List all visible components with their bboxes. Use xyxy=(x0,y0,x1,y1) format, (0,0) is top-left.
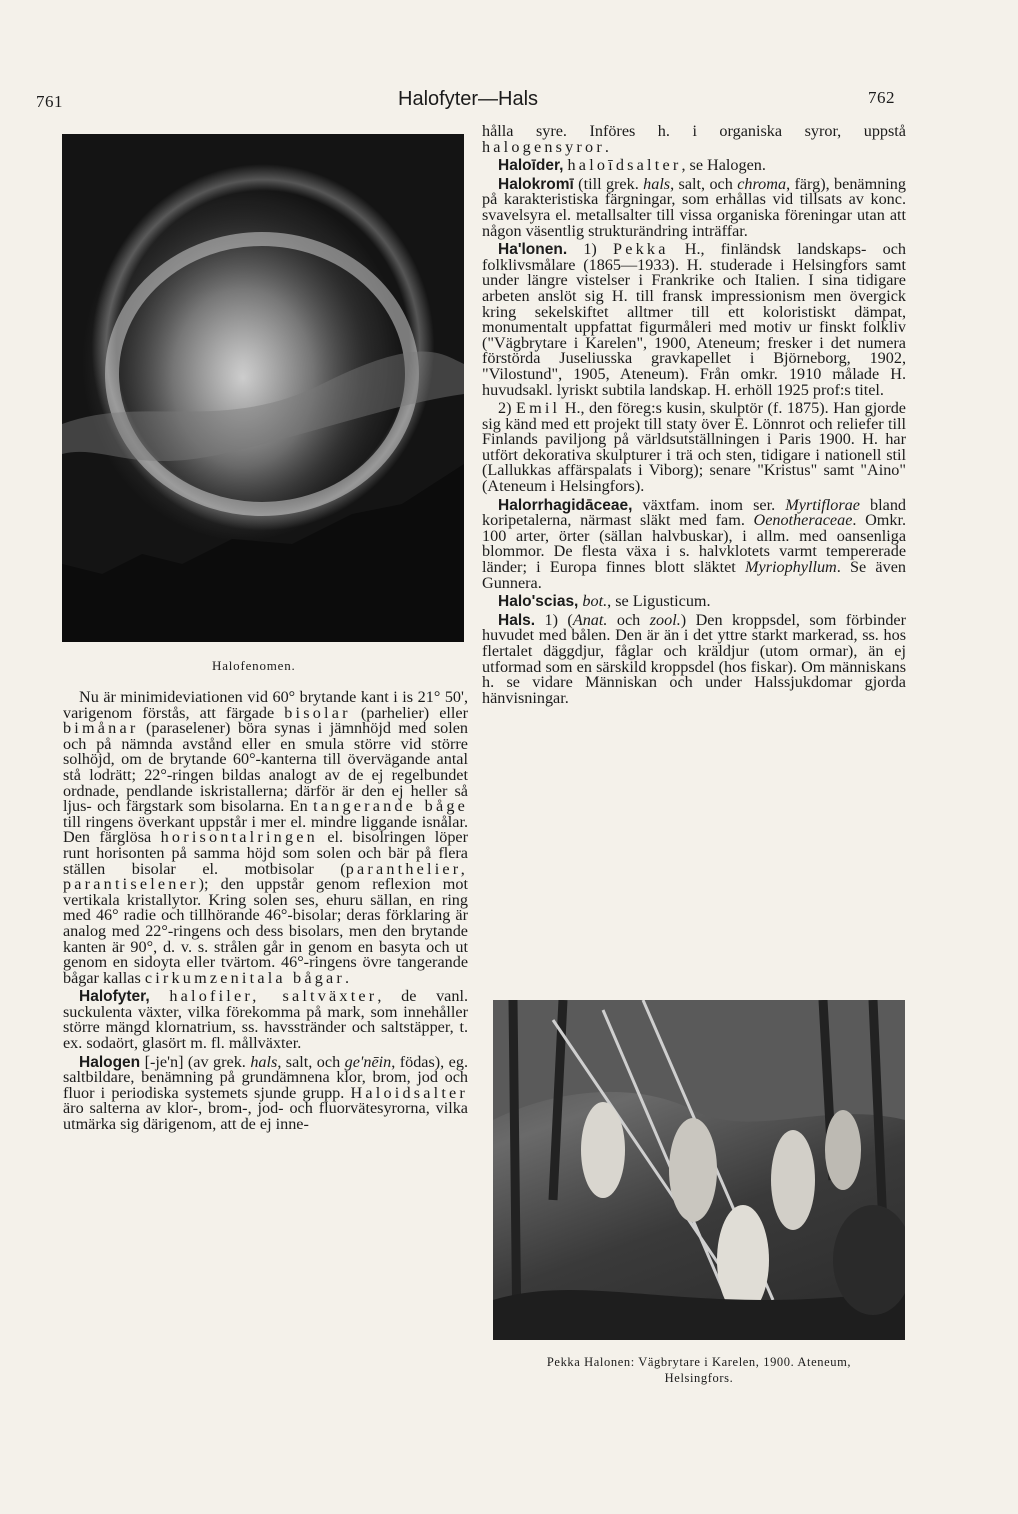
halo-phenomenon-photo xyxy=(62,134,464,642)
text-run: och xyxy=(607,610,650,629)
text-run: ) Den kroppsdel, som förbinder huvudet med bålen. Den är än i det yttre starkt markerad, ss. hos flertalet däggdjur, fåglar och kräldjur (utom ormar), än ej utformad som en särskild kroppsdel (hos fiskar). Om människans h. se vidare Människan och under Halssjukdomar gjorda hänvisningar. xyxy=(482,610,906,707)
halogen-continuation xyxy=(482,124,906,155)
page-number-right: 762 xyxy=(868,88,895,107)
italic-oenotheraceae: Oenotheraceae xyxy=(753,511,853,530)
text-run: , se Halogen. xyxy=(681,156,766,175)
text-run: 2) xyxy=(498,399,516,418)
halo-photo-art xyxy=(62,134,464,642)
text-run: H., den föreg:s kusin, skulptör (f. 1875). Han gjorde sig känd med ett projekt till staty över E. Lönnrot och reliefer till Finlands paviljong på världsutställningen i Paris 1900. H. har utfört dekorativa skulpturer i trä och sten, tidigare i nationell stil (Lallukkas affärspalats i Viborg); senare "Kristus" samt "Aino" (Ateneum i Helsingfors). xyxy=(482,399,906,496)
text-run: äro salterna av klor-, brom-, jod- och fluorvätesyrorna, vilka utmärka sig därigenom, att de ej inne- xyxy=(63,1099,468,1134)
italic-zool: zool. xyxy=(649,610,681,629)
entry-halonen-emil xyxy=(482,401,906,495)
text-run: . xyxy=(604,137,609,156)
caption-line: Helsingfors. xyxy=(664,1371,734,1385)
entry-haloscias xyxy=(482,594,906,610)
text-run: till ringens överkant uppstår i mer el. mindre liggande isnålar. Den färglösa xyxy=(63,812,468,847)
entry-halogen xyxy=(63,1052,469,1134)
italic-myrtiflorae: Myrtiflorae xyxy=(785,495,860,514)
italic-anat: Anat. xyxy=(572,610,608,629)
italic-bot: bot. xyxy=(582,592,608,611)
text-run: , de vanl. suckulenta växter, vilka förekomma på mark, som innehåller större mängd klornatrium, ss. havsstränder och saltstäpper, t. ex. sodaört, glasört m. fl. mållväxter. xyxy=(63,987,468,1053)
term-pekka: Pekka xyxy=(613,240,669,259)
text-run: . xyxy=(344,968,350,987)
term-bimanar: bimånar xyxy=(63,719,139,738)
entry-halorrhagidaceae xyxy=(482,495,907,592)
text-run: [-je'n] (av grek. xyxy=(140,1052,251,1071)
term-emil: Emil xyxy=(515,399,561,418)
text-run: el. bisolringen löper runt horisonten på samma höjd som solen och bär på flera ställen bisolar el. motbisolar ( xyxy=(63,828,469,878)
headword-halonen: Ha'lonen. xyxy=(498,241,568,259)
painting-art xyxy=(493,1000,905,1340)
text-run: bland koripetalerna, närmast släkt med fam. xyxy=(482,495,907,530)
text-run: hålla syre. Införes h. i organiska syror, uppstå xyxy=(482,122,906,140)
page-number-left: 761 xyxy=(36,92,63,111)
worker-figure xyxy=(669,1118,717,1222)
term-halogensyror: halogensyror xyxy=(482,137,605,156)
headword-halogen: Halogen xyxy=(79,1053,141,1071)
halo-photo-caption: Halofenomen. xyxy=(212,658,296,673)
entry-hals xyxy=(482,610,906,707)
entry-haloider xyxy=(482,158,906,174)
left-column xyxy=(63,690,468,1133)
italic-hals: hals xyxy=(643,174,671,193)
worker-figure xyxy=(581,1102,625,1198)
worker-figure xyxy=(771,1130,815,1230)
term-horisontalringen: horisontalringen xyxy=(160,828,318,847)
term-halofiler: halofiler, saltväxter xyxy=(169,987,378,1006)
caption-line: Pekka Halonen: Vägbrytare i Karelen, 1900. Ateneum, xyxy=(546,1355,852,1369)
text-run: . Omkr. 100 arter, örter (sällan halvbuskar), i allm. med oansenliga blommor. De flesta växa i s. halvklotets varmt tempererade länder; i Europa finnes blott släktet xyxy=(482,511,906,577)
headword-hals: Hals. xyxy=(498,611,536,629)
worker-figure xyxy=(717,1205,769,1315)
text-run: ); den uppstår genom reflexion mot vertikala kristallytor. Kring solen ses, ehuru sällan, en ring med 46° radie och tillhörande 46°-bisolar; deras förklaring är analog med 22°-ringens och dess bisolars, men den brytande kanten är 90°, d. v. s. strålen går in genom en basyta och ut genom en sidoyta eller tvärtom. 46°-ringens övre tangerande bågar kallas xyxy=(63,875,468,987)
entry-halokromi xyxy=(482,174,906,240)
worker-figure xyxy=(825,1110,861,1190)
text-run: . Se även Gunnera. xyxy=(482,558,906,592)
text-run: , färg), benämning på karakteristiska färgningar, som erhållas vid tillsats av konc. svavelsyra el. metallsalter till vissa organiska föreningar utan att någon väsentlig strukturändring inträffar. xyxy=(482,174,906,240)
text-run: 1) ( xyxy=(535,610,573,629)
right-column xyxy=(482,124,906,706)
text-run: , se Ligusticum. xyxy=(607,592,711,611)
term-cirkumzenitala: cirkumzenitala bågar xyxy=(144,968,345,987)
italic-geneein: ge'nēin xyxy=(344,1052,392,1071)
italic-chroma: chroma xyxy=(737,174,787,193)
headword-halorrhagidaceae: Halorrhagidāceae, xyxy=(498,496,633,514)
headword-haloscias: Halo'scias, xyxy=(498,593,579,611)
text-run: , födas), eg. saltbildare, benämning på grundämnena klor, brom, jod och fluor i periodiska systemets sjunde grupp. xyxy=(63,1052,469,1102)
entry-halofyter xyxy=(63,989,468,1051)
entry-halonen xyxy=(482,242,906,398)
text-run: (parhelier) eller xyxy=(350,703,468,722)
term-bisolar: bisolar xyxy=(284,703,351,722)
term-haloidsalter: haloīdsalter xyxy=(567,156,682,175)
halo-explanation-paragraph xyxy=(63,690,468,986)
text-run: (till grek. xyxy=(573,174,644,193)
headword-halofyter: Halofyter, xyxy=(79,988,150,1006)
text-run: Nu är minimideviationen vid 60° brytande kant i is 21° 50', varigenom förstås, att färgade xyxy=(63,688,468,722)
text-run: 1) xyxy=(567,240,614,259)
text-run: växtfam. inom ser. xyxy=(632,495,786,514)
ground xyxy=(493,1290,905,1340)
headword-haloider: Haloīder, xyxy=(498,157,564,175)
painting-caption xyxy=(493,1354,905,1386)
text-run: , salt, och xyxy=(277,1052,345,1071)
text-run: (paraselener) böra synas i jämnhöjd med solen och på nämnda avstånd eller en smula större vid större solhöjd, om de brytande 60°-kanterna till övervägande antal stå lodrätt; 22°-ringen bildas analogt av de ej regelbundet ordnade, pendlande iskristallerna; därför är den ej heller så ljus- och färgstark som bisolarna. En xyxy=(63,719,468,816)
running-head: Halofyter—Hals xyxy=(398,88,539,110)
italic-hals: hals xyxy=(250,1052,278,1071)
text-run: , salt, och xyxy=(670,174,738,193)
text-run: H., finländsk landskaps- och folklivsmålare (1865—1933). H. studerade i Helsingfors samt under längre vistelser i Frankrike och Italien. I sina tidigare arbeten anslöt sig H. till fransk impressionism men övergick kring sekelskiftet alltmer till ett koloristiskt dämpat, monumentalt uppfattat figurmåleri med motiv ur finskt folkliv ("Vägbrytare i Karelen", 1900, Ateneum; fresker i det numera förstörda Juseliusska gravkapellet i Björneborg, 1902, "Vilostund", 1905, Ateneum). Från omkr. 1910 målade H. huvudsakl. lyriskt subtila landskap. H. erhöll 1925 prof:s titel. xyxy=(482,240,906,399)
headword-halokromi: Halokromī xyxy=(498,175,574,193)
term-paranthelier: paranthelier, parantiselener xyxy=(63,859,468,894)
term-tangerande-bage: tangerande båge xyxy=(313,797,469,816)
italic-myriophyllum: Myriophyllum xyxy=(745,558,837,577)
vagbrytare-painting xyxy=(493,1000,905,1340)
term-haloidsalter: Haloidsalter xyxy=(350,1083,468,1102)
